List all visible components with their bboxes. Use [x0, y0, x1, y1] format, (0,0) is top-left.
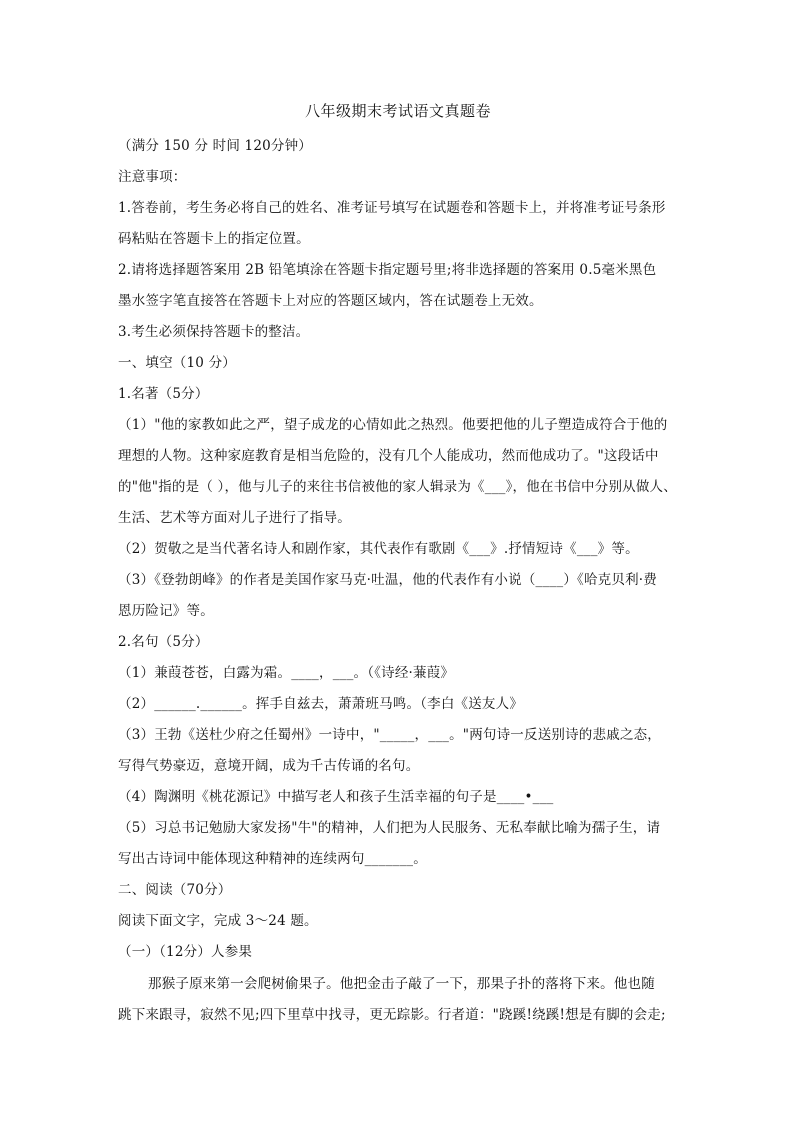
- question-2-3: （3）王勃《送杜少府之任蜀州》一诗中，"_____，___。"两句诗一反送别诗的悲戚之态，: [118, 727, 662, 743]
- question-1-1-cont: 理想的人物。这种家庭教育是相当危险的，没有几个人能成功，然而他成功了。"这段话中: [118, 448, 659, 464]
- notice-item-2-cont: 墨水签字笔直接答在答题卡上对应的答题区域内，答在试题卷上无效。: [118, 293, 543, 309]
- question-1-3: （3）《登勃朗峰》的作者是美国作家马克·吐温，他的代表作有小说（____）《哈克贝利·费: [118, 572, 657, 588]
- passage-1-heading: （一）（12分）人参果: [118, 944, 253, 960]
- page-title: 八年级期末考试语文真题卷: [304, 102, 491, 120]
- reading-instruction: 阅读下面文字，完成 3～24 题。: [118, 913, 318, 929]
- notice-heading: 注意事项：: [118, 169, 187, 185]
- question-2-5-cont: 写出古诗词中能体现这种精神的连续两句_______。: [118, 851, 427, 867]
- passage-paragraph-cont: 跳下来跟寻，寂然不见;四下里草中找寻，更无踪影。行者道："跷蹊!绕蹊!想是有脚的会走;: [118, 1007, 666, 1023]
- question-2-5: （5）习总书记勉励大家发扬"牛"的精神，人们把为人民服务、无私奉献比喻为孺子生，请: [118, 820, 661, 836]
- notice-item-1: 1.答卷前，考生务必将自己的姓名、准考证号填写在试题卷和答题卡上，并将准考证号条形: [118, 200, 666, 216]
- question-1-1-cont: 的"他"指的是（ ），他与儿子的来往书信被他的家人辑录为《___》，他在书信中分别从做人、: [118, 479, 677, 495]
- question-2-heading: 2.名句（5分）: [118, 634, 209, 650]
- question-1-heading: 1.名著（5分）: [118, 386, 209, 402]
- question-1-2: （2）贺敬之是当代著名诗人和剧作家，其代表作有歌剧《___》.抒情短诗《___》等。: [118, 541, 639, 557]
- notice-item-3: 3.考生必须保持答题卡的整洁。: [118, 324, 310, 340]
- notice-item-1-cont: 码粘贴在答题卡上的指定位置。: [118, 231, 310, 247]
- exam-info: （满分 150 分 时间 120分钟）: [118, 138, 312, 154]
- passage-paragraph: 那猴子原来第一会爬树偷果子。他把金击子敲了一下，那果子扑的落将下来。他也随: [148, 976, 655, 992]
- question-1-1: （1）"他的家教如此之严，望子成龙的心情如此之热烈。他要把他的儿子塑造成符合于他的: [118, 417, 668, 433]
- question-2-4: （4）陶渊明《桃花源记》中描写老人和孩子生活幸福的句子是____•___: [118, 789, 554, 805]
- question-2-3-cont: 写得气势豪迈，意境开阔，成为千古传诵的名句。: [118, 758, 420, 774]
- question-2-2: （2）______.______。挥手自兹去，萧萧班马鸣。（李白《送友人》: [118, 696, 524, 712]
- question-1-1-cont: 生活、艺术等方面对儿子进行了指导。: [118, 510, 351, 526]
- question-2-1: （1）兼葭苍苍，白露为霜。____，___。（《诗经·蒹葭》: [118, 665, 455, 681]
- section-2-heading: 二、阅读（70分）: [118, 882, 232, 898]
- question-1-3-cont: 恩历险记》等。: [118, 603, 214, 619]
- notice-item-2: 2.请将选择题答案用 2B 铅笔填涂在答题卡指定题号里;将非选择题的答案用 0.5毫米黑色: [118, 262, 657, 278]
- section-1-heading: 一、填空（10 分）: [118, 355, 236, 371]
